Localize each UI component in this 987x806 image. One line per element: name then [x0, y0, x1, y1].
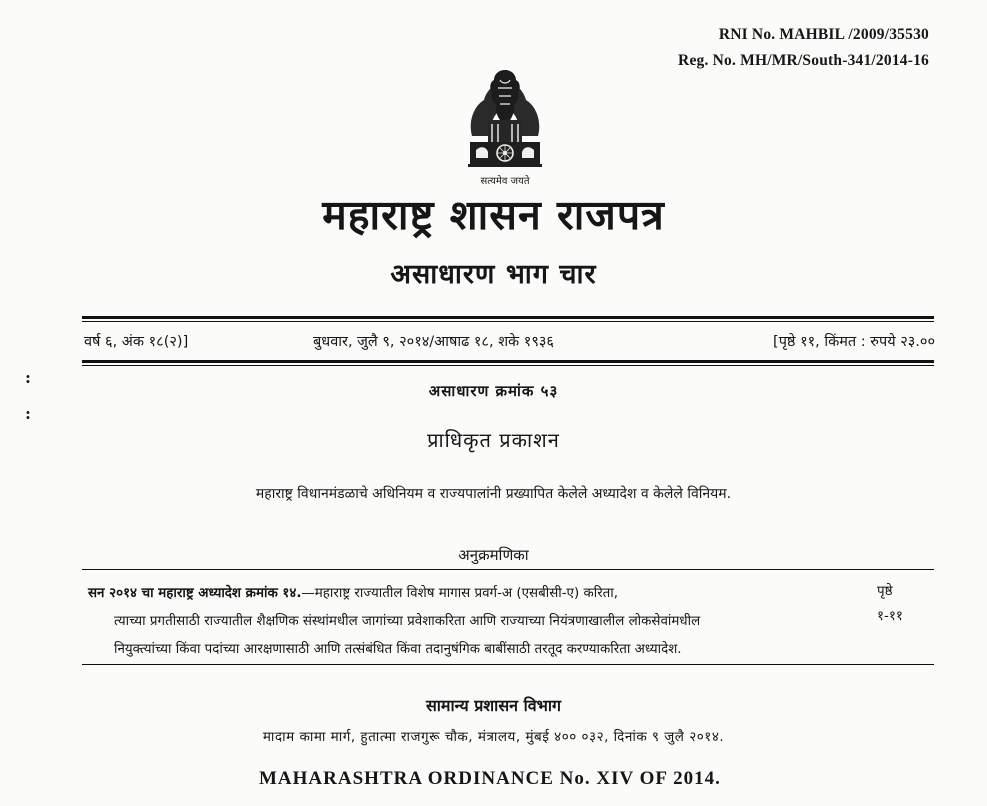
index-entry-title: सन २०१४ चा महाराष्ट्र अध्यादेश क्रमांक १४. — [88, 586, 302, 601]
margin-mark: : — [25, 404, 31, 423]
department-address: मादाम कामा मार्ग, हुतात्मा राजगुरू चौक, मंत्रालय, मुंबई ४०० ०३२, दिनांक ९ जुलै २०१४. — [262, 729, 725, 745]
bottom-rule — [82, 360, 934, 363]
index-entry-line-2: त्याच्या प्रगतीसाठी राज्यातील शैक्षणिक संस्थांमधील जागांच्या प्रवेशाकरिता आणि राज्याच्या नियंत्रणाखालील लोकसेवांमधील — [114, 614, 701, 629]
gazette-subtitle: असाधारण भाग चार — [390, 259, 597, 290]
bottom-rule-thin — [82, 365, 934, 366]
emblem-motto: सत्यमेव जयते — [480, 176, 530, 187]
page-label: पृष्ठे — [877, 583, 893, 599]
registration-number: Reg. No. MH/MR/South-341/2014-16 — [678, 52, 929, 69]
index-entry-line-3: नियुक्त्यांच्या किंवा पदांच्या आरक्षणासाठी आणि तत्संबंधित किंवा तदानुषंगिक बाबींसाठी तरतूद करण्याकरिता अध्यादेश. — [114, 642, 682, 657]
index-heading: अनुक्रमणिका — [458, 546, 529, 564]
top-rule — [82, 316, 934, 319]
issue-date: बुधवार, जुलै ९, २०१४/आषाढ १८, शके १९३६ — [313, 334, 554, 350]
ordinance-title: MAHARASHTRA ORDINANCE No. XIV OF 2014. — [259, 768, 721, 789]
issue-volume: वर्ष ६, अंक १८(२)] — [84, 334, 189, 350]
index-bottom-rule — [82, 664, 934, 665]
top-rule-thin — [82, 321, 934, 322]
department-name: सामान्य प्रशासन विभाग — [425, 696, 562, 715]
margin-mark: : — [25, 368, 31, 387]
gazette-title: महाराष्ट्र शासन राजपत्र — [322, 191, 665, 239]
issue-price: [पृष्ठे ११, किंमत : रुपये २३.०० — [773, 334, 935, 350]
index-entry-text: —महाराष्ट्र राज्यातील विशेष मागास प्रवर्ग-अ (एसबीसी-ए) करिता, — [301, 586, 619, 601]
extraordinary-number: असाधारण क्रमांक ५३ — [428, 382, 559, 400]
authorized-publication: प्राधिकृत प्रकाशन — [427, 428, 560, 452]
page-range: १-११ — [877, 608, 903, 624]
index-entry-line-1 — [88, 583, 618, 601]
rni-number: RNI No. MAHBIL /2009/35530 — [718, 26, 929, 43]
ashoka-emblem-icon — [462, 66, 548, 192]
index-top-rule — [82, 569, 934, 570]
publication-description: महाराष्ट्र विधानमंडळाचे अधिनियम व राज्यपालांनी प्रख्यापित केलेले अध्यादेश व केलेले विनियम. — [255, 486, 732, 502]
